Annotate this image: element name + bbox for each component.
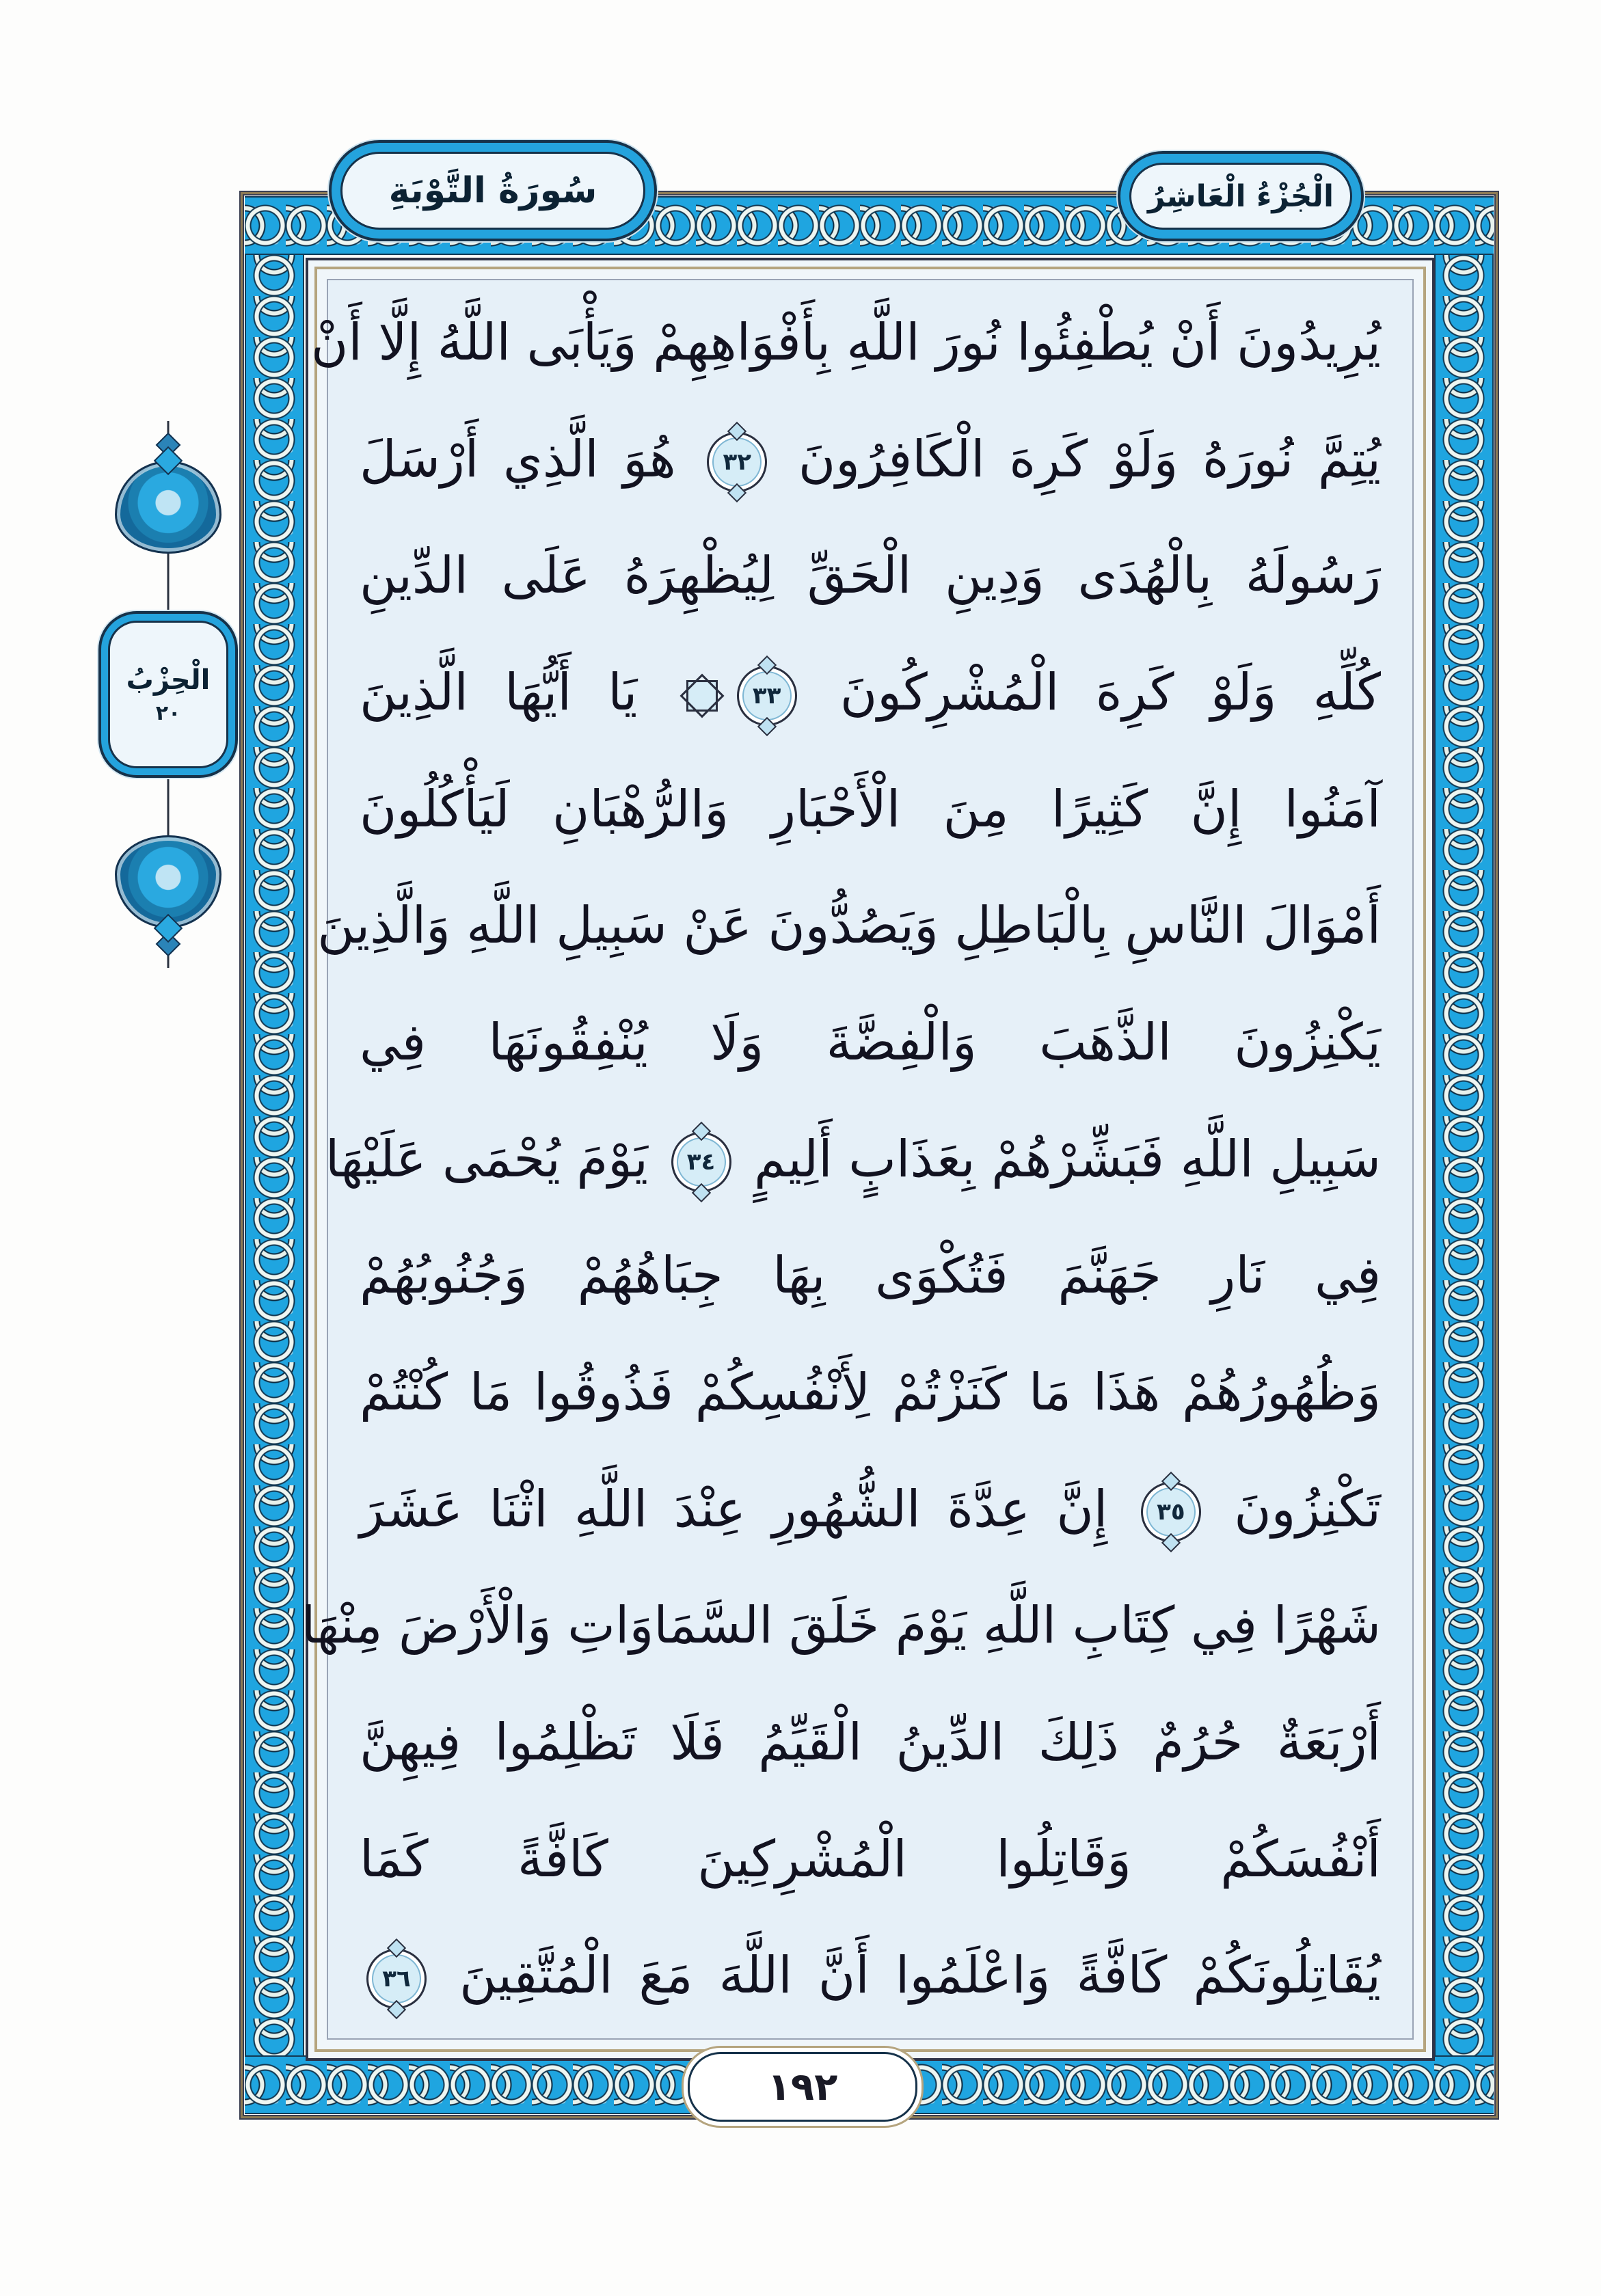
rub-el-hizb-icon: [682, 676, 722, 716]
ayah-number: ٣٤: [686, 1148, 716, 1176]
quran-line: [360, 1334, 1381, 1451]
quran-text-segment: يُتِمَّ نُورَهُ وَلَوْ كَرِهَ الْكَافِرُونَ: [774, 429, 1381, 489]
hizb-knot-top: [115, 461, 221, 554]
ayah-marker: [707, 432, 767, 492]
quran-lines: [301, 280, 1412, 2038]
page-number: ١٩٢: [767, 2064, 838, 2109]
hizb-bud-icon: [154, 914, 183, 943]
surah-title: سُورَةُ التَّوْبَةِ: [388, 170, 597, 211]
hizb-marginal-ornament: [66, 421, 271, 968]
quran-line: [360, 517, 1381, 634]
quran-line: [301, 1567, 1381, 1684]
quran-line: [360, 1451, 1381, 1568]
quran-text-segment: أَرْبَعَةٌ حُرُمٌ ذَلِكَ الدِّينُ الْقَيِّمُ فَلَا تَظْلِمُوا فِيهِنَّ: [360, 1713, 1381, 1772]
quran-text-segment: آمَنُوا إِنَّ كَثِيرًا مِنَ الْأَحْبَارِ وَالرُّهْبَانِ لَيَأْكُلُونَ: [360, 779, 1381, 839]
ayah-number: ٣٣: [752, 681, 781, 710]
hizb-number: ٢٠: [155, 701, 181, 725]
quran-text-segment: إِنَّ عِدَّةَ الشُّهُورِ عِنْدَ اللَّهِ اثْنَا عَشَرَ: [360, 1479, 1134, 1539]
quran-text-segment: يَا أَيُّهَا الَّذِينَ: [360, 663, 674, 722]
quran-line: [360, 751, 1381, 868]
quran-line: [310, 284, 1381, 401]
quran-line: [360, 401, 1381, 518]
ayah-marker: [1141, 1482, 1201, 1542]
quran-text-segment: يُرِيدُونَ أَنْ يُطْفِئُوا نُورَ اللَّهِ بِأَفْوَاهِهِمْ وَيَأْبَى اللَّهُ إِلَّا أَنْ: [310, 313, 1381, 372]
ayah-number: ٣٦: [382, 1964, 411, 1993]
juz-title-cartouche: [1129, 163, 1352, 230]
quran-text-segment: سَبِيلِ اللَّهِ فَبَشِّرْهُمْ بِعَذَابٍ أَلِيمٍ: [738, 1129, 1381, 1189]
ayah-number: ٣٥: [1157, 1498, 1185, 1526]
quran-text-segment: يُقَاتِلُونَكُمْ كَافَّةً وَاعْلَمُوا أَنَّ اللَّهَ مَعَ الْمُتَّقِينَ: [433, 1946, 1381, 2005]
quran-text-segment: شَهْرًا فِي كِتَابِ اللَّهِ يَوْمَ خَلَقَ السَّمَاوَاتِ وَالْأَرْضَ مِنْهَا: [301, 1596, 1381, 1656]
quran-line: [360, 1217, 1381, 1334]
quran-line: [325, 1101, 1381, 1218]
hizb-bud-icon: [154, 446, 183, 475]
ayah-marker: [366, 1949, 427, 2009]
quran-text-segment: يَكْنِزُونَ الذَّهَبَ وَالْفِضَّةَ وَلَا يُنْفِقُونَهَا فِي: [360, 1013, 1381, 1072]
juz-title: الْجُزْءُ الْعَاشِرُ: [1147, 178, 1334, 214]
quran-line: [360, 984, 1381, 1101]
ayah-number: ٣٢: [723, 448, 752, 476]
quran-text-segment: فِي نَارِ جَهَنَّمَ فَتُكْوَى بِهَا جِبَاهُهُمْ وَجُنُوبُهُمْ: [360, 1246, 1381, 1306]
quran-text-segment: يَوْمَ يُحْمَى عَلَيْهَا: [325, 1129, 664, 1189]
hizb-medallion: [108, 621, 228, 768]
quran-text-segment: أَمْوَالَ النَّاسِ بِالْبَاطِلِ وَيَصُدُّونَ عَنْ سَبِيلِ اللَّهِ وَالَّذِينَ: [317, 896, 1381, 956]
quran-line: [360, 1801, 1381, 1918]
quran-line: [360, 634, 1381, 751]
frame-band-right: [1434, 255, 1494, 2055]
quran-text-segment: وَظُهُورُهُمْ هَذَا مَا كَنَزْتُمْ لِأَنْفُسِكُمْ فَذُوقُوا مَا كُنْتُمْ: [360, 1363, 1381, 1422]
surah-title-cartouche: [340, 152, 645, 230]
page-number-cartouche: [688, 2052, 917, 2122]
quran-line: [360, 1684, 1381, 1801]
quran-text-segment: هُوَ الَّذِي أَرْسَلَ: [360, 429, 701, 489]
quran-text-segment: أَنْفُسَكُمْ وَقَاتِلُوا الْمُشْرِكِينَ كَافَّةً كَمَا: [360, 1829, 1381, 1889]
quran-text-panel: [301, 279, 1414, 2040]
hizb-knot-bottom: [115, 835, 221, 928]
quran-text-segment: كُلِّهِ وَلَوْ كَرِهَ الْمُشْرِكُونَ: [803, 663, 1381, 722]
quran-text-segment: رَسُولَهُ بِالْهُدَى وَدِينِ الْحَقِّ لِيُظْهِرَهُ عَلَى الدِّينِ: [360, 546, 1381, 606]
hizb-label: الْحِزْبُ: [126, 664, 211, 696]
quran-line: [317, 867, 1381, 984]
quran-text-segment: تَكْنِزُونَ: [1207, 1479, 1381, 1539]
quran-line: [360, 1917, 1381, 2034]
ayah-marker: [737, 666, 797, 726]
ayah-marker: [671, 1132, 731, 1192]
